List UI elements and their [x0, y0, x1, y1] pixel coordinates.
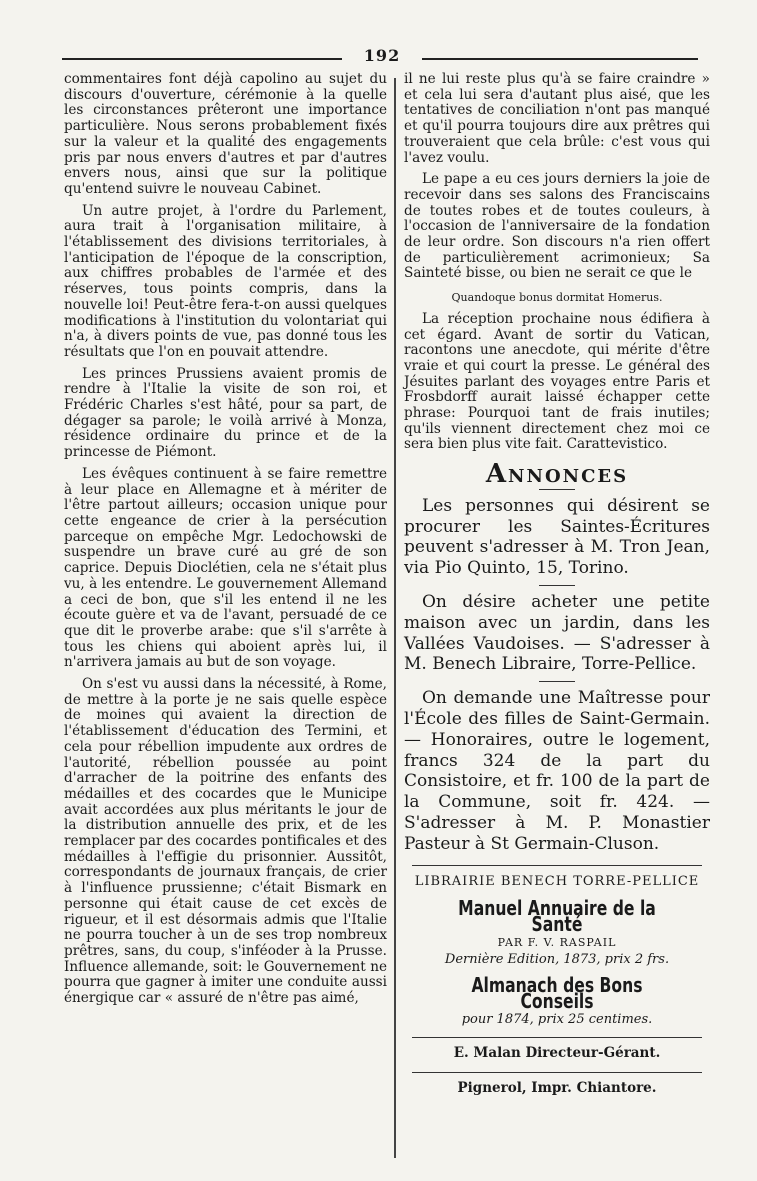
paragraph-continuation: il ne lui reste plus qu'à se faire craindre » et cela lui sera d'autant plus aisé, que les tentatives de conciliation n'ont pas manqué et qu'il pourra toujours dire aux prêtres qui trouveraient que cela brûle: c'est vous qui l'avez voulu.	[404, 71, 710, 166]
divider-rule	[412, 1037, 702, 1038]
paragraph-pope: Le pape a eu ces jours derniers la joie de recevoir dans ses salons des Franciscains de toutes robes et de toutes couleurs, à l'occasion de l'anniversaire de la fondation de leur ordre. Son discours n'a rien offert de particulièrement acrimonieux; Sa Sainteté bisse, ou bien ne serait ce que le	[404, 171, 710, 282]
announcement-teacher: On demande une Maîtresse pour l'École des filles de Saint-Germain. — Honoraires, outre le logement, francs 324 de la part du Consistoire, et fr. 100 de la part de la Commune, soit fr. 424. — S'adresser à M. P. Monastier Pasteur à St Germain-Cluson.	[404, 688, 710, 854]
divider-rule	[412, 865, 702, 866]
divider-rule	[412, 1072, 702, 1073]
announcements-title: Annonces	[485, 459, 629, 490]
page-number: 192	[363, 46, 401, 65]
page-header	[62, 46, 698, 68]
paragraph-reception: La réception prochaine nous édifiera à cet égard. Avant de sortir du Vatican, racontons une anecdote, qui mérite d'être vraie et qui court la presse. Le général des Jésuites parlant des voyages entre Paris et Frosbdorff aurait laissé échapper cette phrase: Pourquoi tant de frais inutiles; qu'ils viennent directement chez moi ce sera bien plus vite fait. Carattevistico.	[404, 310, 710, 453]
section-dash	[539, 585, 575, 586]
book-author: PAR F. V. RASPAIL	[497, 935, 617, 949]
paragraph-prussian-princes: Les princes Prussiens avaient promis de rendre à l'Italie la visite de son roi, et Frédéric Charles s'est hâté, pour sa part, de dégager sa parole; le voilà arrivé à Monza, résidence ordinaire du prince et de la princesse de Piémont.	[64, 365, 387, 461]
section-dash	[539, 681, 575, 682]
book-title-almanach: Almanach des Bons Conseils	[471, 973, 643, 1013]
paragraph-opening: commentaires font déjà capolino au sujet du discours d'ouverture, cérémonie à la quelle les circonstances prêteront une importance particulière. Nous serons probablement fixés sur la valeur et la qualité des engagements pris par nous envers d'autres et par d'autres envers nous, ainsi que sur la politique qu'entend suivre le nouveau Cabinet.	[64, 71, 387, 197]
book-title-manuel: Manuel Annuaire de la Santé	[458, 896, 656, 937]
section-dash	[539, 489, 575, 490]
paragraph-rome-monks: On s'est vu aussi dans la nécessité, à Rome, de mettre à la porte je ne sais quelle espèce de moines qui avaient la direction de l'établissement d'éducation des Termini, et cela pour rébellion impudente aux ordres de l'autorité, rébellion poussée au point d'arracher de la poitrine des enfants des médailles et des cocardes que le Municipe avait accordées aux plus méritants le jour de la distribution annuelle des prix, et de les remplacer par des cocardes pontificales et des médailles à l'effigie du prisonnier. Aussitôt, correspondants de journaux français, de crier à l'influence prussienne; c'était Bismark en personne qui était cause de cet excès de rigueur, et il est désormais admis que l'Italie ne pourra toucher à un de ses trop nombreux prêtres, sans, du coup, s'inféoder à la Prusse. Influence allemande, soit: le Gouvernement ne pourra que gagner à imiter une conduite aussi énergique car « assuré de n'être pas aimé,	[64, 676, 387, 1007]
paragraph-bishops: Les évêques continuent à se faire remettre à leur place en Allemagne et à mériter de l'être partout ailleurs; occasion unique pour cette engeance de crier à la persécution parceque on empêche Mgr. Ledochowski de suspendre un brave curé au gré de son caprice. Depuis Dioclétien, cela ne s'était plus vu, à les entendre. Le gouvernement Allemand a ceci de bon, que s'il les entend il ne les écoute guère et va de l'avant, persuadé de ce que dit le proverbe arabe: que s'il s'arrête à tous les chiens qui aboient après lui, il n'arrivera jamais au but de son voyage.	[64, 465, 387, 671]
printer-line: Pignerol, Impr. Chiantore.	[457, 1079, 657, 1096]
latin-quote: Quandoque bonus dormitat Homerus.	[451, 291, 663, 305]
announcement-house: On désire acheter une petite maison avec un jardin, dans les Vallées Vaudoises. — S'adresser à M. Benech Libraire, Torre-Pellice.	[404, 592, 710, 675]
left-column	[64, 72, 387, 1013]
librairie-heading: LIBRAIRIE BENECH TORRE-PELLICE	[414, 873, 700, 889]
right-column	[404, 72, 710, 1097]
announcement-scriptures: Les personnes qui désirent se procurer les Saintes-Écritures peuvent s'adresser à M. Tron Jean, via Pio Quinto, 15, Torino.	[404, 495, 710, 579]
paragraph-military-project: Un autre projet, à l'ordre du Parlement, aura trait à l'organisation militaire, à l'établissement des divisions territoriales, à l'anticipation de l'époque de la conscription, aux chiffres probables de l'armée et des réserves, tous points compris, dans la nouvelle loi! Peut-être fera-t-on aussi quelques modifications à l'institution du volontariat qui n'a, à divers points de vue, pas donné tous les résultats que l'on en pouvait attendre.	[64, 202, 387, 360]
header-rule-left	[62, 58, 342, 60]
column-divider	[394, 78, 396, 1158]
header-rule-right	[422, 58, 698, 60]
director-line: E. Malan Directeur-Gérant.	[453, 1045, 661, 1062]
book-edition-manuel: Dernière Edition, 1873, prix 2 frs.	[444, 952, 670, 968]
book-edition-almanach: pour 1874, prix 25 centimes.	[461, 1011, 653, 1027]
